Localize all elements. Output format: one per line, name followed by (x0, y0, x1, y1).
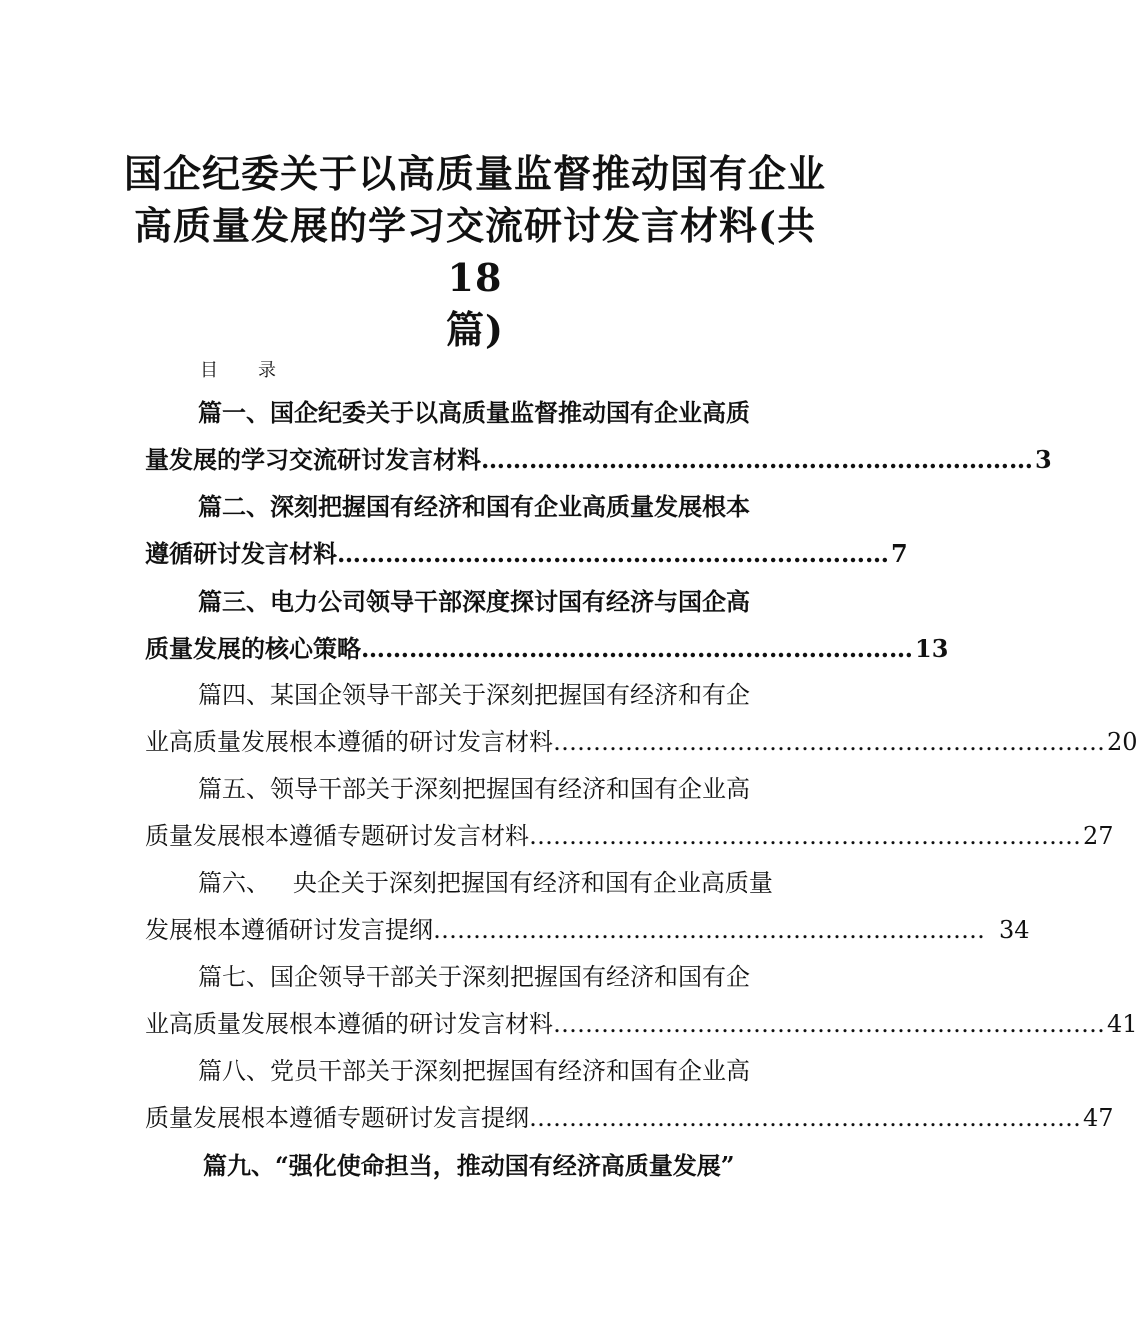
leader-dots: …………………………………………………………… (553, 1010, 1105, 1038)
leader-dots: …………………………………………………………… (553, 728, 1105, 756)
toc-entry-title: 篇一、国企纪委关于以高质量监督推动国有企业高质 (198, 398, 750, 427)
toc-entry-title: 篇四、某国企领导干部关于深刻把握国有经济和有企 (198, 681, 750, 709)
toc-entry-title: 篇八、党员干部关于深刻把握国有经济和国有企业高 (198, 1057, 750, 1085)
toc-entry-title-cont: 业高质量发展根本遵循的研讨发言材料 (145, 1010, 553, 1038)
toc-entry[interactable] (145, 766, 1114, 860)
toc-entry[interactable] (145, 1048, 1114, 1142)
toc-entry-page: 3 (1035, 445, 1052, 474)
leader-dots: …………………………………………………………… (481, 445, 1033, 474)
toc-entry-title: 篇三、电力公司领导干部深度探讨国有经济与国企高 (198, 587, 750, 616)
toc-entry[interactable] (145, 483, 908, 577)
toc-entry-page: 41 (1107, 1010, 1138, 1038)
toc-entry-page: 27 (1083, 822, 1114, 850)
toc-entry-title: 篇五、领导干部关于深刻把握国有经济和国有企业高 (198, 775, 750, 803)
toc-entry[interactable] (145, 954, 1138, 1048)
title-line: 篇) (446, 307, 504, 352)
leader-dots: …………………………………………………………… (337, 539, 889, 568)
toc-entry-page: 20 (1107, 728, 1138, 756)
toc-entry-title: 篇七、国企领导干部关于深刻把握国有经济和国有企 (198, 963, 750, 991)
toc-entry[interactable] (145, 389, 1052, 483)
title-line: 高质量发展的学习交流研讨发言材料(共 18 (134, 203, 816, 300)
toc-entry-page: 7 (891, 539, 908, 568)
toc-entry[interactable] (145, 672, 1138, 766)
leader-dots: …………………………………………………………… (433, 916, 985, 944)
toc-entry-title-cont: 发展根本遵循研讨发言提纲 (145, 916, 433, 944)
toc-entry-title-cont: 质量发展根本遵循专题研讨发言材料 (145, 822, 529, 850)
toc-entry-title: 篇九、“强化使命担当，推动国有经济高质量发展” (203, 1151, 735, 1180)
toc-entry-title-cont: 量发展的学习交流研讨发言材料 (145, 445, 481, 474)
leader-dots: …………………………………………………………… (529, 822, 1081, 850)
leader-dots: …………………………………………………………… (529, 1104, 1081, 1132)
toc-entry[interactable] (145, 578, 949, 672)
toc-entry-title: 篇六、 央企关于深刻把握国有经济和国有企业高质量 (198, 869, 773, 897)
toc-entry-title: 篇二、深刻把握国有经济和国有企业高质量发展根本 (198, 492, 750, 521)
toc-entry[interactable] (145, 1142, 805, 1189)
toc-heading-char: 目 (200, 360, 218, 381)
title-line: 国企纪委关于以高质量监督推动国有企业 (123, 151, 826, 196)
toc-entry-title-cont: 质量发展根本遵循专题研讨发言提纲 (145, 1104, 529, 1132)
toc-heading (200, 356, 316, 382)
toc-entry-title-cont: 质量发展的核心策略 (145, 634, 361, 663)
toc-entry-page: 47 (1083, 1104, 1114, 1132)
toc-entry-title-cont: 业高质量发展根本遵循的研讨发言材料 (145, 728, 553, 756)
leader-dots: …………………………………………………………… (361, 634, 913, 663)
toc-entry[interactable] (145, 860, 1030, 954)
toc-entry-page: 34 (999, 916, 1030, 944)
toc-entry-title-cont: 遵循研讨发言材料 (145, 539, 337, 568)
document-title (120, 148, 830, 356)
toc-entry-page: 13 (915, 634, 949, 663)
toc-heading-char: 录 (258, 360, 276, 381)
